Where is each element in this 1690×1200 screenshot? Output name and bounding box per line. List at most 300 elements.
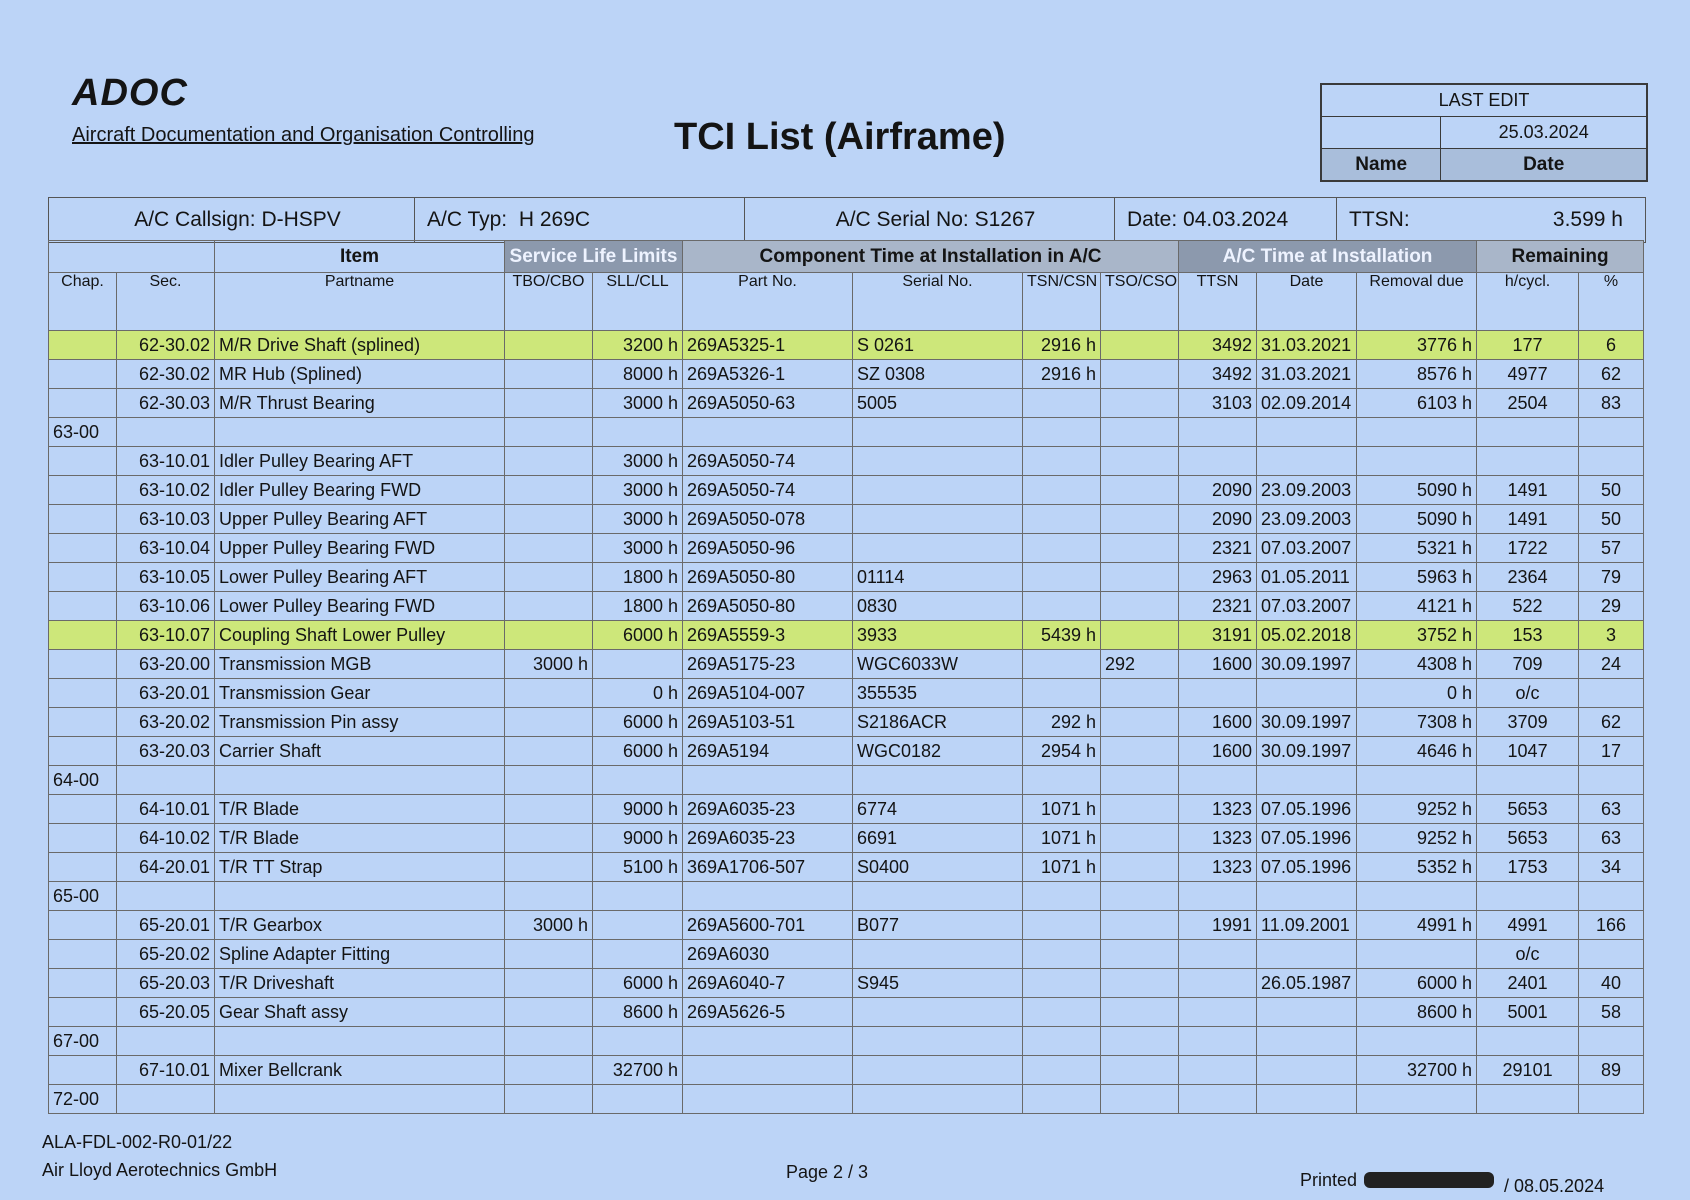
table-cell: 269A5175-23 — [683, 650, 853, 679]
table-row — [49, 418, 1644, 447]
table-cell: 1600 — [1179, 708, 1257, 737]
group-service-life: Service Life Limits — [505, 241, 683, 273]
table-cell — [505, 998, 593, 1027]
table-cell — [1179, 969, 1257, 998]
redacted-name-scribble — [1364, 1172, 1494, 1188]
table-cell — [1023, 1085, 1101, 1114]
table-cell: 23.09.2003 — [1257, 476, 1357, 505]
column-header: % — [1579, 273, 1644, 331]
table-cell: S945 — [853, 969, 1023, 998]
table-cell: 63-10.02 — [117, 476, 215, 505]
table-cell: 5653 — [1477, 824, 1579, 853]
table-cell — [1257, 679, 1357, 708]
table-cell: Coupling Shaft Lower Pulley — [215, 621, 505, 650]
table-cell — [593, 882, 683, 911]
table-cell: 355535 — [853, 679, 1023, 708]
table-cell: 269A5325-1 — [683, 331, 853, 360]
table-row — [49, 650, 1644, 679]
date-value: 04.03.2024 — [1183, 208, 1289, 231]
table-cell: SZ 0308 — [853, 360, 1023, 389]
table-cell: 8600 h — [1357, 998, 1477, 1027]
table-cell — [117, 1027, 215, 1056]
table-cell: B077 — [853, 911, 1023, 940]
table-cell: 1323 — [1179, 824, 1257, 853]
table-cell — [1101, 998, 1179, 1027]
column-header: Chap. — [49, 273, 117, 331]
table-row — [49, 1085, 1644, 1114]
table-cell: 62 — [1579, 708, 1644, 737]
table-cell — [1101, 418, 1179, 447]
table-cell: 07.05.1996 — [1257, 853, 1357, 882]
table-cell: 0 h — [593, 679, 683, 708]
table-cell — [853, 447, 1023, 476]
table-cell: 17 — [1579, 737, 1644, 766]
table-cell: 0 h — [1357, 679, 1477, 708]
table-cell — [1357, 940, 1477, 969]
table-row — [49, 1027, 1644, 1056]
table-cell: 64-10.01 — [117, 795, 215, 824]
table-row — [49, 969, 1644, 998]
table-cell: 3 — [1579, 621, 1644, 650]
table-cell — [593, 911, 683, 940]
table-cell: 522 — [1477, 592, 1579, 621]
table-cell: 63-20.02 — [117, 708, 215, 737]
table-cell — [1101, 1056, 1179, 1085]
table-cell — [215, 418, 505, 447]
table-cell: 269A6035-23 — [683, 795, 853, 824]
table-cell — [505, 621, 593, 650]
footer-company: Air Lloyd Aerotechnics GmbH — [42, 1160, 278, 1180]
table-cell — [683, 1027, 853, 1056]
column-header: Date — [1257, 273, 1357, 331]
table-cell — [49, 476, 117, 505]
column-header: Partname — [215, 273, 505, 331]
date-cell — [1115, 198, 1337, 242]
table-cell — [853, 476, 1023, 505]
table-row — [49, 592, 1644, 621]
table-row — [49, 911, 1644, 940]
table-cell: 2916 h — [1023, 360, 1101, 389]
table-cell: 269A6035-23 — [683, 824, 853, 853]
table-cell — [853, 766, 1023, 795]
table-cell: 5005 — [853, 389, 1023, 418]
table-cell: 67-00 — [49, 1027, 117, 1056]
table-row — [49, 1056, 1644, 1085]
table-cell — [1579, 447, 1644, 476]
table-cell — [1101, 331, 1179, 360]
table-cell: 64-00 — [49, 766, 117, 795]
table-cell: 89 — [1579, 1056, 1644, 1085]
table-cell — [593, 940, 683, 969]
table-cell: 62-30.03 — [117, 389, 215, 418]
table-cell — [1179, 1085, 1257, 1114]
table-cell — [1179, 679, 1257, 708]
table-cell: 1800 h — [593, 592, 683, 621]
table-cell — [505, 853, 593, 882]
table-cell — [49, 505, 117, 534]
column-header: Part No. — [683, 273, 853, 331]
last-edit-name-value — [1321, 117, 1441, 149]
table-cell — [1023, 389, 1101, 418]
table-row-highlighted — [49, 331, 1644, 360]
callsign-value: D-HSPV — [261, 208, 341, 231]
table-cell: T/R Driveshaft — [215, 969, 505, 998]
table-cell — [1023, 418, 1101, 447]
table-cell: 34 — [1579, 853, 1644, 882]
table-cell: 269A5326-1 — [683, 360, 853, 389]
table-cell: 63 — [1579, 824, 1644, 853]
table-cell: 2504 — [1477, 389, 1579, 418]
table-cell — [683, 1056, 853, 1085]
table-cell — [853, 418, 1023, 447]
table-cell: 1722 — [1477, 534, 1579, 563]
table-cell — [49, 969, 117, 998]
table-cell: 6103 h — [1357, 389, 1477, 418]
table-cell — [505, 969, 593, 998]
table-cell: 153 — [1477, 621, 1579, 650]
table-cell — [1101, 563, 1179, 592]
table-cell: 1491 — [1477, 476, 1579, 505]
column-header: TBO/CBO — [505, 273, 593, 331]
table-cell — [505, 360, 593, 389]
table-cell: 6000 h — [1357, 969, 1477, 998]
table-cell — [215, 1085, 505, 1114]
table-cell — [853, 1085, 1023, 1114]
table-cell: 63-10.06 — [117, 592, 215, 621]
table-cell: 1600 — [1179, 650, 1257, 679]
table-cell — [505, 679, 593, 708]
table-cell: Idler Pulley Bearing AFT — [215, 447, 505, 476]
table-cell — [1023, 998, 1101, 1027]
column-header: h/cycl. — [1477, 273, 1579, 331]
table-cell — [593, 418, 683, 447]
table-cell: 72-00 — [49, 1085, 117, 1114]
table-cell — [853, 505, 1023, 534]
table-cell — [49, 650, 117, 679]
table-cell — [1257, 1085, 1357, 1114]
table-cell — [1477, 447, 1579, 476]
table-cell: 1600 — [1179, 737, 1257, 766]
table-cell: 65-20.05 — [117, 998, 215, 1027]
table-cell: 2954 h — [1023, 737, 1101, 766]
table-cell — [49, 853, 117, 882]
table-cell: 65-20.02 — [117, 940, 215, 969]
table-cell: 269A6030 — [683, 940, 853, 969]
table-cell — [1101, 795, 1179, 824]
table-cell: 63 — [1579, 795, 1644, 824]
table-cell — [1023, 505, 1101, 534]
table-cell — [1179, 418, 1257, 447]
table-row — [49, 766, 1644, 795]
table-cell: 6 — [1579, 331, 1644, 360]
table-cell — [505, 1085, 593, 1114]
table-row — [49, 360, 1644, 389]
table-cell — [49, 824, 117, 853]
table-cell — [683, 1085, 853, 1114]
table-cell: 177 — [1477, 331, 1579, 360]
table-cell: 31.03.2021 — [1257, 360, 1357, 389]
page-title: TCI List (Airframe) — [674, 116, 1006, 158]
group-ac-time: A/C Time at Installation — [1179, 241, 1477, 273]
table-cell: 63-20.03 — [117, 737, 215, 766]
table-cell — [505, 766, 593, 795]
table-cell — [49, 447, 117, 476]
table-cell: Lower Pulley Bearing AFT — [215, 563, 505, 592]
table-cell: 3000 h — [593, 389, 683, 418]
table-cell: 2090 — [1179, 476, 1257, 505]
table-cell: o/c — [1477, 940, 1579, 969]
table-cell: 3776 h — [1357, 331, 1477, 360]
callsign-label: A/C Callsign: — [134, 208, 256, 231]
table-row — [49, 563, 1644, 592]
table-cell — [593, 1085, 683, 1114]
table-cell: 1800 h — [593, 563, 683, 592]
table-cell: 07.03.2007 — [1257, 534, 1357, 563]
table-cell — [505, 331, 593, 360]
table-cell — [853, 534, 1023, 563]
table-cell: 62 — [1579, 360, 1644, 389]
table-cell: T/R Gearbox — [215, 911, 505, 940]
table-cell — [1023, 679, 1101, 708]
table-cell: 4308 h — [1357, 650, 1477, 679]
table-cell — [1101, 476, 1179, 505]
table-cell — [1101, 969, 1179, 998]
table-cell: 5439 h — [1023, 621, 1101, 650]
table-cell — [505, 418, 593, 447]
table-cell: 6000 h — [593, 621, 683, 650]
table-cell: 5321 h — [1357, 534, 1477, 563]
table-cell: 4121 h — [1357, 592, 1477, 621]
table-cell — [683, 418, 853, 447]
table-cell: 64-20.01 — [117, 853, 215, 882]
table-cell: 32700 h — [1357, 1056, 1477, 1085]
table-cell: 2090 — [1179, 505, 1257, 534]
table-cell — [49, 708, 117, 737]
table-cell — [1179, 1056, 1257, 1085]
table-cell: Transmission Pin assy — [215, 708, 505, 737]
table-cell — [505, 476, 593, 505]
table-cell — [505, 737, 593, 766]
table-cell — [215, 882, 505, 911]
table-cell: 62-30.02 — [117, 360, 215, 389]
table-cell — [1101, 1085, 1179, 1114]
table-cell — [1101, 534, 1179, 563]
table-cell: 1071 h — [1023, 824, 1101, 853]
table-cell: 3752 h — [1357, 621, 1477, 650]
table-cell: 269A5194 — [683, 737, 853, 766]
table-cell: 3000 h — [593, 447, 683, 476]
table-cell — [1101, 505, 1179, 534]
table-cell — [1179, 1027, 1257, 1056]
column-header: Serial No. — [853, 273, 1023, 331]
table-cell — [1023, 563, 1101, 592]
table-cell — [1023, 447, 1101, 476]
table-cell: 1491 — [1477, 505, 1579, 534]
type-label: A/C Typ: — [427, 208, 508, 231]
table-cell: WGC0182 — [853, 737, 1023, 766]
table-cell: 83 — [1579, 389, 1644, 418]
table-cell — [117, 1085, 215, 1114]
table-cell: 2963 — [1179, 563, 1257, 592]
table-row — [49, 476, 1644, 505]
table-cell: Lower Pulley Bearing FWD — [215, 592, 505, 621]
table-cell: 23.09.2003 — [1257, 505, 1357, 534]
company-name: Aircraft Documentation and Organisation Controlling — [72, 124, 535, 146]
table-cell — [1023, 534, 1101, 563]
table-cell: o/c — [1477, 679, 1579, 708]
table-cell — [1023, 1056, 1101, 1085]
table-cell: 3103 — [1179, 389, 1257, 418]
table-cell: 30.09.1997 — [1257, 650, 1357, 679]
table-cell: 5090 h — [1357, 505, 1477, 534]
table-cell — [683, 882, 853, 911]
table-cell: 269A5050-74 — [683, 447, 853, 476]
table-cell: 64-10.02 — [117, 824, 215, 853]
table-cell: 4977 — [1477, 360, 1579, 389]
company-logo: ADOC — [72, 72, 188, 114]
table-cell: 9000 h — [593, 824, 683, 853]
column-header: TSO/CSO — [1101, 273, 1179, 331]
table-cell — [1357, 1085, 1477, 1114]
table-cell: 4646 h — [1357, 737, 1477, 766]
table-cell — [853, 940, 1023, 969]
table-row — [49, 679, 1644, 708]
table-cell: 3000 h — [505, 650, 593, 679]
table-cell — [1179, 882, 1257, 911]
table-cell — [1357, 1027, 1477, 1056]
table-row-highlighted — [49, 621, 1644, 650]
table-cell: 01.05.2011 — [1257, 563, 1357, 592]
table-cell — [505, 1056, 593, 1085]
table-cell — [49, 331, 117, 360]
table-cell: 166 — [1579, 911, 1644, 940]
table-cell: 3191 — [1179, 621, 1257, 650]
table-cell: 369A1706-507 — [683, 853, 853, 882]
table-cell: 3933 — [853, 621, 1023, 650]
table-cell: 07.05.1996 — [1257, 795, 1357, 824]
table-cell: 29101 — [1477, 1056, 1579, 1085]
table-cell — [1101, 360, 1179, 389]
table-cell: 9252 h — [1357, 795, 1477, 824]
last-edit-date-label: Date — [1441, 149, 1647, 182]
table-cell: 1323 — [1179, 795, 1257, 824]
table-row — [49, 824, 1644, 853]
column-header: Sec. — [117, 273, 215, 331]
table-cell — [49, 534, 117, 563]
table-cell — [215, 1027, 505, 1056]
table-cell — [1023, 476, 1101, 505]
last-edit-date-value: 25.03.2024 — [1441, 117, 1647, 149]
table-cell — [1023, 766, 1101, 795]
group-component-time: Component Time at Installation in A/C — [683, 241, 1179, 273]
table-cell: 26.05.1987 — [1257, 969, 1357, 998]
table-row — [49, 795, 1644, 824]
table-cell: M/R Drive Shaft (splined) — [215, 331, 505, 360]
table-cell: 269A5600-701 — [683, 911, 853, 940]
table-cell — [1257, 998, 1357, 1027]
table-cell — [1257, 418, 1357, 447]
table-cell: Upper Pulley Bearing AFT — [215, 505, 505, 534]
table-cell: 6000 h — [593, 969, 683, 998]
table-cell: 4991 h — [1357, 911, 1477, 940]
table-cell — [1101, 911, 1179, 940]
table-cell — [593, 1027, 683, 1056]
table-cell: MR Hub (Splined) — [215, 360, 505, 389]
table-cell — [1357, 447, 1477, 476]
table-cell: 58 — [1579, 998, 1644, 1027]
table-cell: 8600 h — [593, 998, 683, 1027]
table-cell — [505, 563, 593, 592]
table-cell — [1101, 1027, 1179, 1056]
table-cell: 11.09.2001 — [1257, 911, 1357, 940]
table-cell — [49, 621, 117, 650]
ttsn-label: TTSN: — [1349, 208, 1410, 231]
table-cell: 1047 — [1477, 737, 1579, 766]
callsign-cell — [49, 198, 415, 242]
type-cell — [415, 198, 745, 242]
table-cell: 63-10.05 — [117, 563, 215, 592]
printed-label: Printed — [1300, 1170, 1358, 1190]
table-cell: 24 — [1579, 650, 1644, 679]
table-cell: 1991 — [1179, 911, 1257, 940]
table-cell: 65-20.01 — [117, 911, 215, 940]
table-cell: 50 — [1579, 476, 1644, 505]
table-cell: 30.09.1997 — [1257, 708, 1357, 737]
table-cell: 65-00 — [49, 882, 117, 911]
table-cell — [1257, 1056, 1357, 1085]
tci-table — [48, 240, 1644, 1114]
table-cell — [1257, 1027, 1357, 1056]
table-cell — [1477, 766, 1579, 795]
table-cell: S 0261 — [853, 331, 1023, 360]
table-cell: 9252 h — [1357, 824, 1477, 853]
table-row — [49, 998, 1644, 1027]
table-cell: 4991 — [1477, 911, 1579, 940]
table-cell — [1579, 766, 1644, 795]
table-cell: S2186ACR — [853, 708, 1023, 737]
table-cell — [1101, 708, 1179, 737]
table-cell: S0400 — [853, 853, 1023, 882]
table-cell: 292 h — [1023, 708, 1101, 737]
table-row — [49, 737, 1644, 766]
table-row — [49, 940, 1644, 969]
table-cell — [49, 940, 117, 969]
table-cell — [505, 882, 593, 911]
table-cell — [593, 766, 683, 795]
table-cell: 269A6040-7 — [683, 969, 853, 998]
table-cell — [1023, 1027, 1101, 1056]
table-cell: 269A5050-80 — [683, 563, 853, 592]
table-cell: 5352 h — [1357, 853, 1477, 882]
table-cell: 269A5050-96 — [683, 534, 853, 563]
table-cell — [49, 1056, 117, 1085]
table-cell: 269A5050-078 — [683, 505, 853, 534]
table-cell: 6691 — [853, 824, 1023, 853]
table-cell: 50 — [1579, 505, 1644, 534]
table-cell — [1179, 766, 1257, 795]
date-label: Date: — [1127, 208, 1178, 231]
table-cell: 5090 h — [1357, 476, 1477, 505]
table-cell — [1357, 882, 1477, 911]
table-cell — [1579, 1027, 1644, 1056]
table-cell: 62-30.02 — [117, 331, 215, 360]
table-cell: 6000 h — [593, 708, 683, 737]
table-cell — [1477, 882, 1579, 911]
table-row — [49, 882, 1644, 911]
table-cell: 63-10.04 — [117, 534, 215, 563]
table-row — [49, 708, 1644, 737]
column-header: Removal due — [1357, 273, 1477, 331]
